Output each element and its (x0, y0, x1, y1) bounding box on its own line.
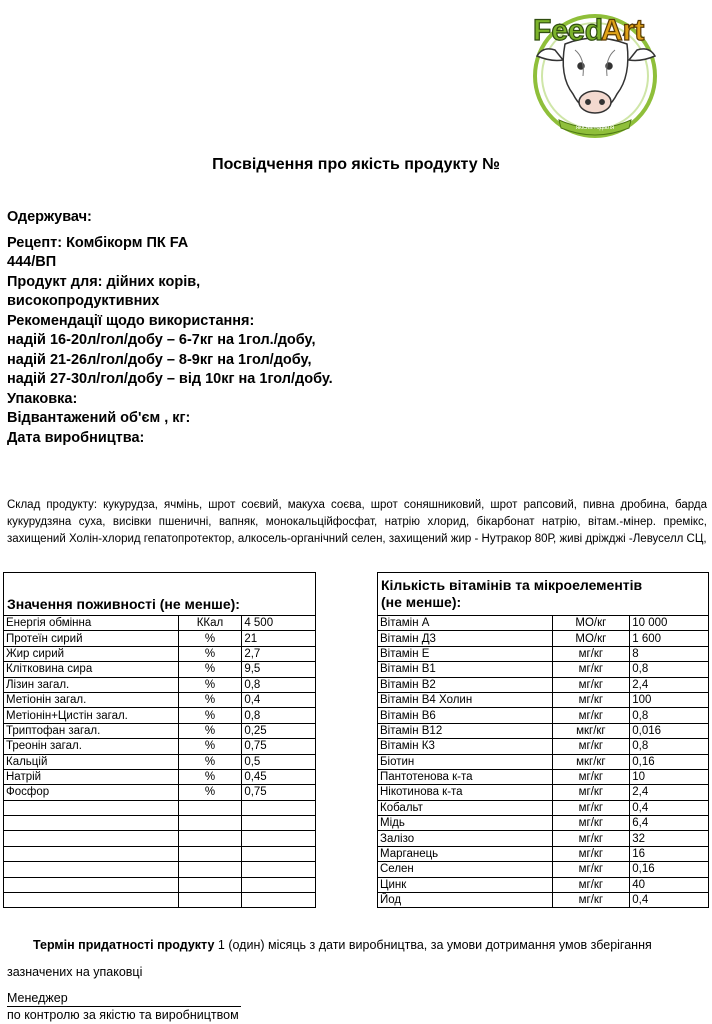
nutrition-cell-name: Метіонін+Цистін загал. (4, 708, 179, 723)
vitamins-cell-value: 0,16 (630, 862, 709, 877)
vitamins-cell-unit: мг/кг (552, 893, 630, 908)
vitamins-cell-unit: мг/кг (552, 708, 630, 723)
nutrition-header: Значення поживності (не менше): (4, 573, 316, 616)
nutrition-row (4, 846, 316, 861)
vitamins-row (378, 692, 709, 707)
nutrition-cell-value (242, 846, 316, 861)
shipped-volume-label: Відвантажений об'єм , кг: (7, 410, 191, 426)
vitamins-cell-value: 32 (630, 831, 709, 846)
vitamins-header-row (378, 573, 709, 616)
nutrition-row (4, 662, 316, 677)
product-for-line-2: високопродуктивних (7, 293, 160, 309)
vitamins-cell-unit: мкг/кг (552, 723, 630, 738)
nutrition-cell-unit: % (178, 692, 242, 707)
production-date-label: Дата виробництва: (7, 429, 145, 446)
vitamins-cell-unit: мг/кг (552, 662, 630, 677)
nutrition-row (4, 723, 316, 738)
nutrition-cell-name (4, 877, 179, 892)
nutrition-cell-value (242, 800, 316, 815)
vitamins-header-line-2: (не менше): (381, 594, 462, 610)
nutrition-cell-unit (178, 877, 242, 892)
product-info (7, 208, 333, 448)
vitamins-row (378, 862, 709, 877)
vitamins-header-line-1: Кількість вітамінів та мікроелементів (381, 577, 643, 593)
nutrition-row (4, 631, 316, 646)
nutrition-cell-value: 9,5 (242, 662, 316, 677)
vitamins-cell-value: 2,4 (630, 677, 709, 692)
vitamins-cell-value: 0,4 (630, 893, 709, 908)
nutrition-cell-unit (178, 862, 242, 877)
vitamins-cell-name: Марганець (378, 846, 553, 861)
nutrition-cell-name: Фосфор (4, 785, 179, 800)
vitamins-cell-name: Мідь (378, 816, 553, 831)
nutrition-cell-unit: % (178, 662, 242, 677)
vitamins-cell-value: 2,4 (630, 785, 709, 800)
nutrition-cell-name: Триптофан загал. (4, 723, 179, 738)
vitamins-cell-value: 40 (630, 877, 709, 892)
nutrition-cell-name: Лізин загал. (4, 677, 179, 692)
nutrition-cell-value (242, 893, 316, 908)
vitamins-cell-value: 100 (630, 692, 709, 707)
vitamins-cell-value: 0,4 (630, 800, 709, 815)
brand-right-text: Art (601, 14, 645, 47)
vitamins-cell-unit: мг/кг (552, 692, 630, 707)
vitamins-row (378, 877, 709, 892)
nutrition-cell-unit: % (178, 708, 242, 723)
nutrition-cell-value: 0,8 (242, 708, 316, 723)
vitamins-row (378, 723, 709, 738)
vitamins-cell-name: Вітамін Е (378, 646, 553, 661)
nutrition-cell-name: Метіонін загал. (4, 692, 179, 707)
nutrition-cell-unit (178, 846, 242, 861)
nutrition-cell-name (4, 893, 179, 908)
vitamins-cell-value: 0,8 (630, 708, 709, 723)
nutrition-row (4, 816, 316, 831)
vitamins-cell-unit: мг/кг (552, 677, 630, 692)
nutrition-row (4, 677, 316, 692)
nutrition-row (4, 862, 316, 877)
vitamins-cell-name: Кобальт (378, 800, 553, 815)
shelf-life-text: 1 (один) місяць з дати виробництва, за умови дотримання умов зберігання зазначених на упаковці (7, 938, 652, 979)
document-title: Посвідчення про якість продукту № (212, 156, 500, 173)
nutrition-cell-unit (178, 816, 242, 831)
nutrition-cell-name: Кальцій (4, 754, 179, 769)
nutrition-cell-value (242, 862, 316, 877)
vitamins-cell-value: 0,016 (630, 723, 709, 738)
vitamins-cell-value: 10 (630, 769, 709, 784)
vitamins-cell-name: Пантотенова к-та (378, 769, 553, 784)
nutrition-cell-name: Клітковина сира (4, 662, 179, 677)
nutrition-cell-value: 0,5 (242, 754, 316, 769)
manager-subtitle: по контролю за якістю та виробництвом (7, 1008, 239, 1022)
nutrition-cell-name: Треонін загал. (4, 739, 179, 754)
vitamins-cell-name: Біотин (378, 754, 553, 769)
recommendation-1: надій 16-20л/гол/добу – 6-7кг на 1гол./добу, (7, 332, 316, 348)
vitamins-cell-unit: мг/кг (552, 846, 630, 861)
nutrition-cell-value: 0,75 (242, 785, 316, 800)
nutrition-cell-name (4, 831, 179, 846)
vitamins-cell-name: Йод (378, 893, 553, 908)
nutrition-row (4, 692, 316, 707)
vitamins-cell-name: Вітамін В1 (378, 662, 553, 677)
vitamins-cell-name: Вітамін К3 (378, 739, 553, 754)
vitamins-row (378, 769, 709, 784)
nutrition-cell-name: Енергія обмінна (4, 616, 179, 631)
vitamins-row (378, 785, 709, 800)
nutrition-cell-name (4, 846, 179, 861)
vitamins-cell-unit: мг/кг (552, 739, 630, 754)
nutrition-cell-unit: % (178, 723, 242, 738)
vitamins-cell-name: Вітамін В4 Холин (378, 692, 553, 707)
recommendation-2: надій 21-26л/гол/добу – 8-9кг на 1гол/добу, (7, 351, 312, 368)
shelf-life-paragraph (7, 932, 707, 986)
feedart-logo (525, 6, 675, 140)
nutrition-table (3, 572, 316, 908)
vitamins-row (378, 831, 709, 846)
nutrition-cell-value: 0,75 (242, 739, 316, 754)
vitamins-cell-unit: МО/кг (552, 631, 630, 646)
vitamins-cell-name: Селен (378, 862, 553, 877)
nutrition-row (4, 785, 316, 800)
vitamins-cell-name: Вітамін В6 (378, 708, 553, 723)
nutrition-cell-value (242, 831, 316, 846)
nutrition-row (4, 708, 316, 723)
vitamins-cell-value: 6,4 (630, 816, 709, 831)
shelf-life-label: Термін придатності продукту (33, 938, 215, 952)
vitamins-row (378, 677, 709, 692)
nutrition-cell-name (4, 800, 179, 815)
vitamins-cell-value: 0,16 (630, 754, 709, 769)
recommendation-3: надій 27-30л/гол/добу – від 10кг на 1гол/добу. (7, 371, 333, 387)
vitamins-cell-name: Вітамін В12 (378, 723, 553, 738)
nutrition-cell-value: 0,45 (242, 769, 316, 784)
nutrition-cell-value: 0,8 (242, 677, 316, 692)
recipe-line-2: 444/ВП (7, 254, 57, 270)
nutrition-cell-name: Натрій (4, 769, 179, 784)
manager-title: Менеджер (7, 990, 241, 1007)
vitamins-cell-unit: мг/кг (552, 800, 630, 815)
vitamins-row (378, 708, 709, 723)
vitamins-cell-unit: мг/кг (552, 831, 630, 846)
nutrition-cell-name: Протеїн сирий (4, 631, 179, 646)
nutrition-cell-unit (178, 893, 242, 908)
nutrition-cell-unit (178, 800, 242, 815)
vitamins-cell-value: 16 (630, 846, 709, 861)
vitamins-cell-name: Вітамін А (378, 616, 553, 631)
nutrition-cell-value: 4 500 (242, 616, 316, 631)
vitamins-cell-unit: мг/кг (552, 816, 630, 831)
vitamins-row (378, 816, 709, 831)
recipe-line-1: Рецепт: Комбікорм ПК FA (7, 234, 189, 251)
vitamins-row (378, 631, 709, 646)
vitamins-cell-name: Цинк (378, 877, 553, 892)
vitamins-cell-value: 1 600 (630, 631, 709, 646)
nutrition-row (4, 893, 316, 908)
nutrition-cell-value (242, 816, 316, 831)
vitamins-cell-name: Вітамін В2 (378, 677, 553, 692)
nutrition-row (4, 800, 316, 815)
nutrition-row (4, 739, 316, 754)
vitamins-cell-value: 10 000 (630, 616, 709, 631)
vitamins-cell-name: Вітамін Д3 (378, 631, 553, 646)
signature-block (7, 990, 241, 1023)
recipient-label: Одержувач: (7, 209, 92, 225)
nutrition-row (4, 616, 316, 631)
composition-text: Склад продукту: кукурудза, ячмінь, шрот соєвий, макуха соєва, шрот соняшниковий, шрот рапсовий, пивна дробина, барда кукурудзяна суха, висівки пшеничні, вапняк, монокальційфосфат, натрію хлорид, бікарбонат натрію, вітам.-мінер. премікс, захищений Холін-хлорид гепатопротектор, алкосель-органічний селен, захищений жир - Нутракор 80Р, живі дріжджі -Левуселл СЦ, (7, 499, 707, 545)
recommendations-label: Рекомендації щодо використання: (7, 312, 255, 329)
vitamins-cell-unit: МО/кг (552, 616, 630, 631)
nutrition-header-row (4, 573, 316, 616)
nutrition-row (4, 769, 316, 784)
nutrition-cell-unit: ККал (178, 616, 242, 631)
nutrition-cell-unit: % (178, 631, 242, 646)
vitamins-header (378, 573, 709, 616)
vitamins-cell-unit: мг/кг (552, 877, 630, 892)
nutrition-cell-value: 0,4 (242, 692, 316, 707)
vitamins-row (378, 739, 709, 754)
ring-text: якісна годівля (575, 125, 615, 131)
vitamins-table (377, 572, 709, 908)
vitamins-cell-name: Нікотинова к-та (378, 785, 553, 800)
vitamins-cell-name: Залізо (378, 831, 553, 846)
nutrition-cell-value: 2,7 (242, 646, 316, 661)
nutrition-cell-value: 0,25 (242, 723, 316, 738)
vitamins-cell-unit: мг/кг (552, 785, 630, 800)
nutrition-cell-unit: % (178, 785, 242, 800)
nutrition-cell-unit: % (178, 646, 242, 661)
vitamins-cell-value: 8 (630, 646, 709, 661)
vitamins-row (378, 800, 709, 815)
vitamins-cell-unit: мг/кг (552, 862, 630, 877)
vitamins-row (378, 616, 709, 631)
vitamins-row (378, 662, 709, 677)
nutrition-row (4, 754, 316, 769)
vitamins-cell-value: 0,8 (630, 662, 709, 677)
vitamins-row (378, 846, 709, 861)
nutrition-cell-unit (178, 831, 242, 846)
vitamins-row (378, 646, 709, 661)
nutrition-row (4, 831, 316, 846)
nutrition-cell-unit: % (178, 677, 242, 692)
nutrition-cell-value: 21 (242, 631, 316, 646)
vitamins-row (378, 893, 709, 908)
nutrition-cell-name: Жир сирий (4, 646, 179, 661)
vitamins-cell-unit: мкг/кг (552, 754, 630, 769)
vitamins-cell-unit: мг/кг (552, 646, 630, 661)
nutrition-cell-value (242, 877, 316, 892)
nutrition-cell-unit: % (178, 739, 242, 754)
vitamins-row (378, 754, 709, 769)
brand-left-text: Feed (533, 14, 604, 47)
nutrition-row (4, 646, 316, 661)
nutrition-cell-name (4, 862, 179, 877)
vitamins-cell-unit: мг/кг (552, 769, 630, 784)
nutrition-cell-name (4, 816, 179, 831)
vitamins-cell-value: 0,8 (630, 739, 709, 754)
nutrition-row (4, 877, 316, 892)
packaging-label: Упаковка: (7, 390, 78, 407)
nutrition-cell-unit: % (178, 769, 242, 784)
product-for-line-1: Продукт для: дійних корів, (7, 273, 201, 290)
nutrition-cell-unit: % (178, 754, 242, 769)
